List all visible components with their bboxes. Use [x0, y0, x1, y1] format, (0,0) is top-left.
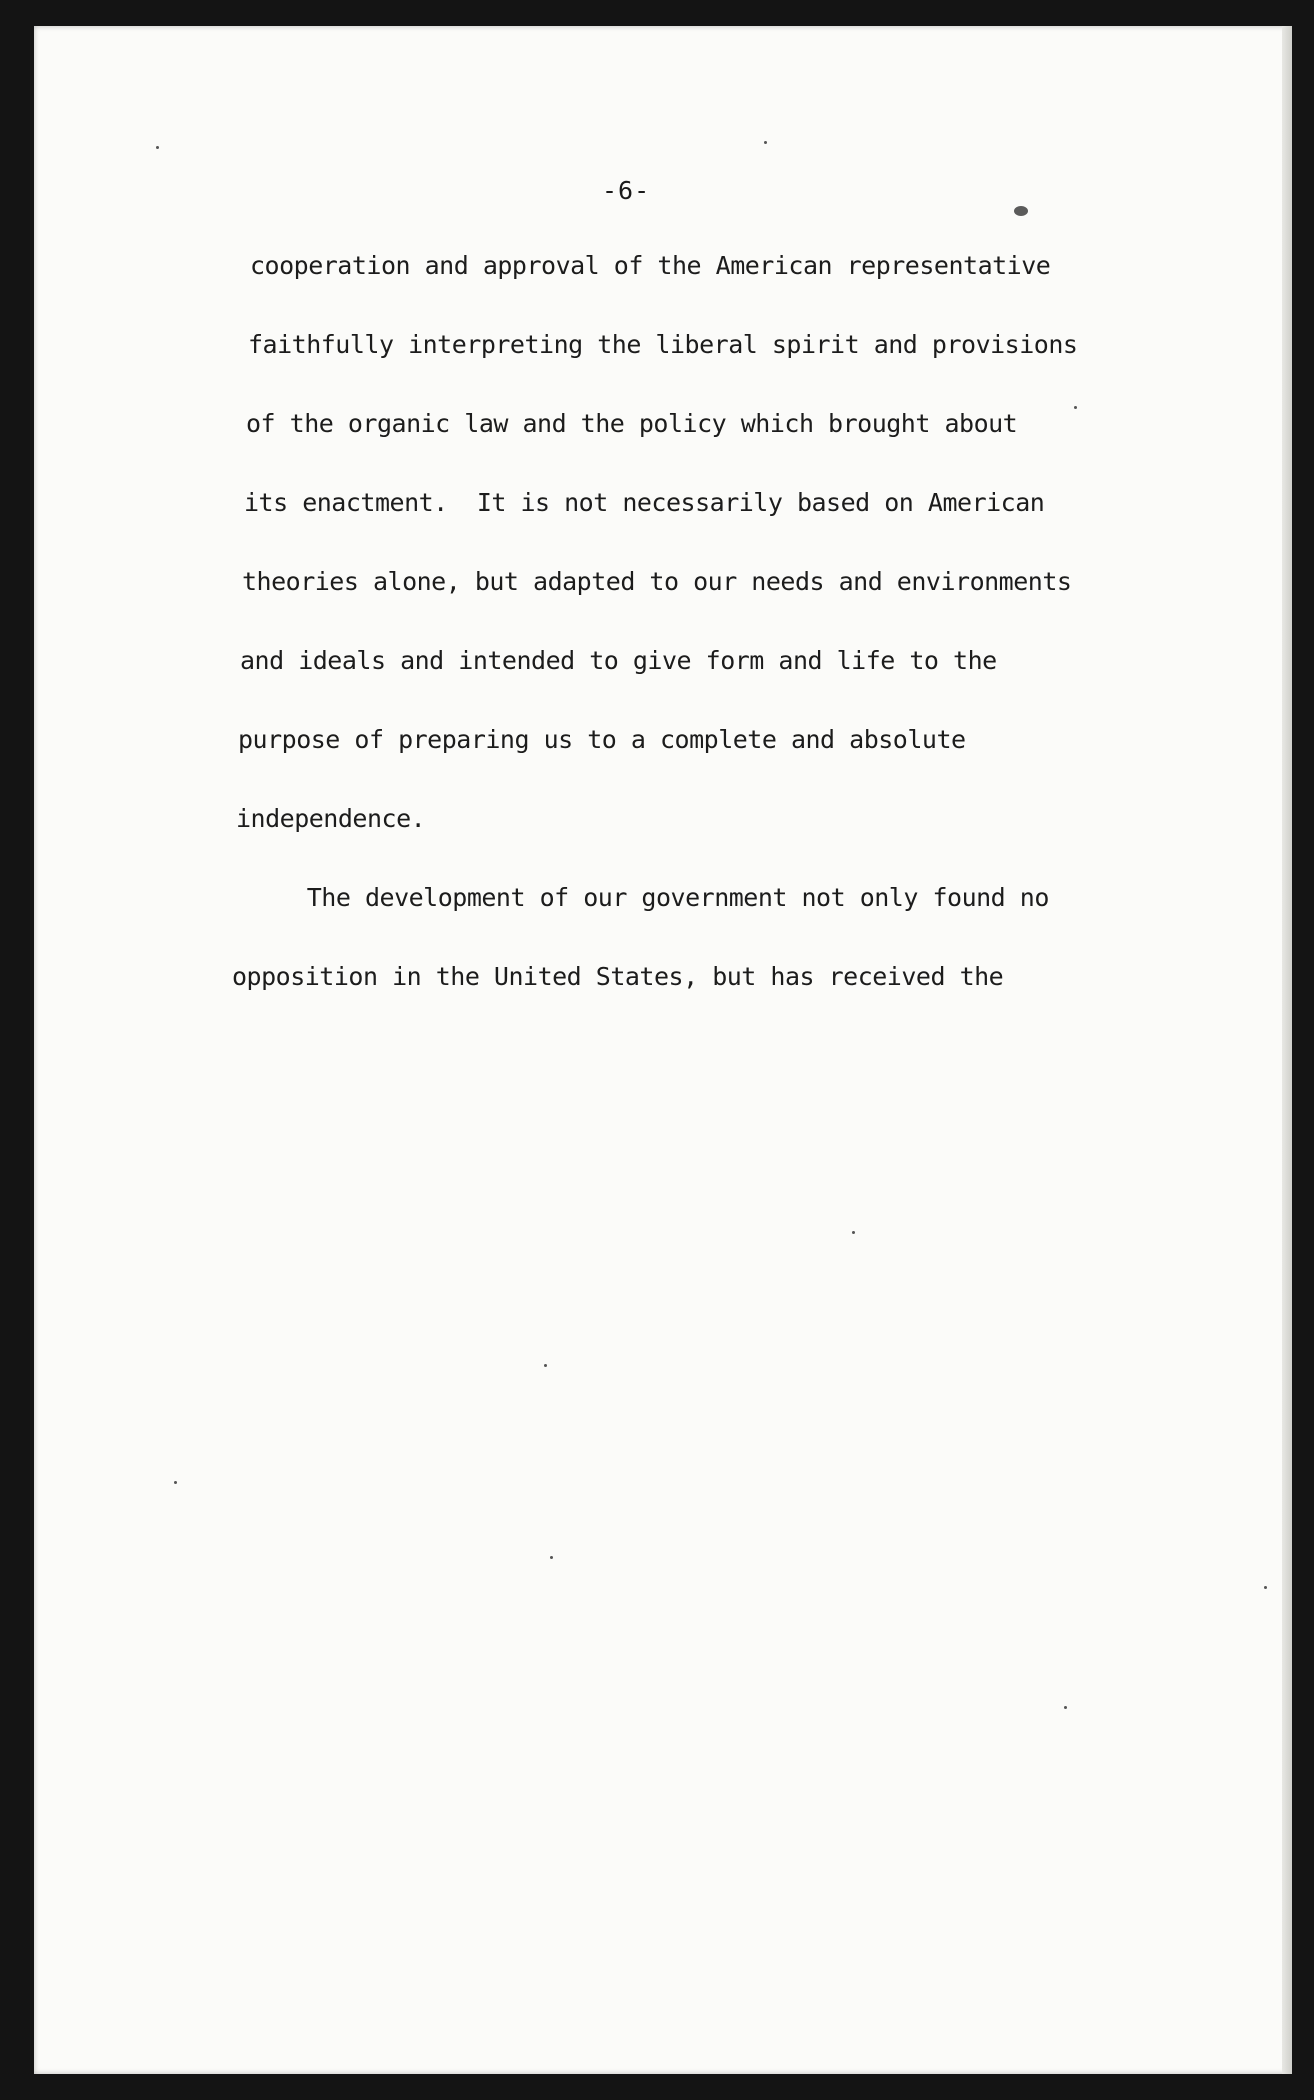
text-line: its enactment. It is not necessarily based on American: [244, 488, 1045, 517]
speck: [550, 1556, 553, 1559]
speck: [156, 146, 159, 149]
page-edge-shadow: [1282, 26, 1292, 2074]
speck: [1074, 406, 1077, 409]
speck: [1064, 1706, 1067, 1709]
speck: [1264, 1586, 1267, 1589]
text-line: cooperation and approval of the American representative: [250, 251, 1051, 280]
text-line: purpose of preparing us to a complete and absolute: [238, 725, 966, 754]
speck: [544, 1364, 547, 1367]
page-number: -6-: [602, 176, 651, 205]
text-line: independence.: [236, 804, 426, 833]
document-page: [34, 26, 1292, 2074]
text-line: of the organic law and the policy which brought about: [246, 409, 1018, 438]
text-line: and ideals and intended to give form and life to the: [240, 646, 997, 675]
text-line: theories alone, but adapted to our needs and environments: [242, 567, 1072, 596]
speck: [852, 1231, 855, 1234]
speck: [174, 1481, 177, 1484]
paragraph-start-line: The development of our government not only found no: [234, 883, 1049, 912]
text-line: faithfully interpreting the liberal spirit and provisions: [248, 330, 1078, 359]
ink-smudge: [1014, 206, 1028, 216]
text-line: opposition in the United States, but has received the: [232, 962, 1004, 991]
speck: [764, 141, 767, 144]
